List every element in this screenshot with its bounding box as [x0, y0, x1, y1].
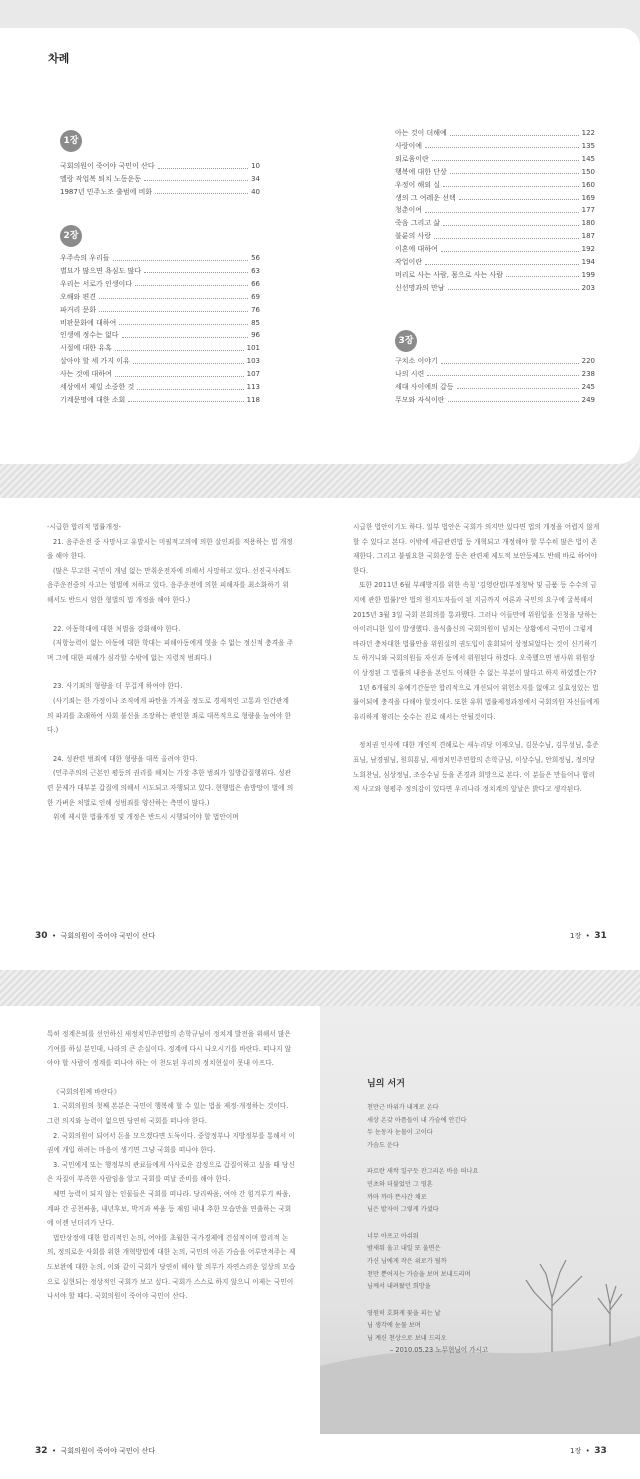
dot-leader: [113, 256, 249, 261]
paragraph: 2. 국회의원이 되어서 돈을 모으겠다면 도둑이다. 중앙정부나 지방정부를 통해서 이권에 개입 하려는 마음이 생기면 그냥 국회를 떠나야 한다.: [47, 1131, 295, 1155]
toc-entry[interactable]: [60, 291, 260, 303]
toc-entry-page: 66: [251, 279, 260, 288]
toc-entry-page: 135: [581, 141, 595, 150]
toc-entry[interactable]: [395, 230, 595, 242]
toc-entry-page: 103: [246, 357, 260, 366]
dot-leader: [99, 307, 248, 312]
dot-leader: [99, 294, 248, 299]
toc-entry-title: 행복에 대한 단상: [395, 167, 447, 176]
toc-entry[interactable]: [60, 342, 260, 354]
poem-line: 님께서 내려왔던 희망을: [367, 1283, 431, 1291]
page-30-body: [47, 520, 295, 825]
toc-entry-page: 177: [581, 206, 595, 215]
dot-leader: [119, 320, 248, 325]
paragraph: (민주주의의 근본인 평등의 권리를 해치는 가장 추한 범죄가 일방갑질행위다. 성관련 문제가 대부분 갑질에 의해서 시도되고 자행되고 있다. 현행법은 솜방망이 벌에 의한 가벼운 처벌로 인해 성범죄를 양산하는 측면이 많다.): [47, 769, 294, 807]
dot-leader: [122, 333, 249, 338]
poem-stanza: [367, 1166, 478, 1216]
poem-stanza: [367, 1308, 447, 1346]
toc-entry[interactable]: [395, 282, 595, 294]
paragraph: 시급한 법안이기도 하다. 일부 법안은 국회가 의지만 있다면 법의 개정을 어렵지 않게 할 수 있다고 본다. 이밖에 세금관련법 등 개혁되고 개정해야 할 무수히 많은 법이 존재한다. 그리고 불필요한 국회운영 등은 관련제 제도적 보안등제도 반해 바로 하여야한다.: [353, 523, 600, 575]
toc-entry[interactable]: [395, 394, 595, 406]
toc-entry-title: 세대 사이에의 갈등: [395, 382, 454, 391]
toc-entry-page: 56: [251, 254, 260, 262]
toc-title: 차례: [48, 52, 70, 65]
paragraph: (많은 무고한 국민이 개념 없는 만취운전자에 의해서 사망하고 있다. 선진국사례도 음주운전중의 사고는 엄벌에 처하고 있다. 음주운전에 의한 피해자를 최소화하기 위해서도 반드시 엄한 형벌의 법 개정을 해야 한다.): [47, 566, 292, 604]
toc-entry-page: 180: [581, 219, 595, 228]
dot-leader: [441, 247, 579, 252]
toc-entry-page: 187: [581, 232, 595, 241]
poem-line: 너무 아프고 아쉬워: [367, 1232, 419, 1240]
toc-entry-page: 40: [251, 187, 260, 196]
toc-entry[interactable]: [395, 153, 595, 165]
toc-entry[interactable]: [395, 243, 595, 255]
toc-entry-page: 169: [581, 193, 595, 202]
toc-entry[interactable]: [60, 160, 260, 172]
poem-line: 두 눈동자 눈물이 고이다: [367, 1129, 433, 1137]
dot-leader: [459, 195, 579, 200]
toc-entry-page: 238: [581, 369, 595, 378]
page-31-folio: 1장 • 31: [570, 931, 607, 941]
poem-line: 님은 밭자이 그렇게 가셨다: [367, 1206, 439, 1214]
toc-entry-title: 사랑이예: [395, 141, 423, 150]
poem-line: 님 계신 천상으로 보내 드리오: [367, 1334, 447, 1342]
toc-top-strip: [0, 0, 640, 30]
poem-line: 천만 뿐어지는 가슴을 보며 보내드리며: [367, 1270, 471, 1278]
page-separator: [0, 970, 640, 1006]
toc-entry-title: 우주속의 우리들: [60, 254, 110, 262]
dot-leader: [144, 268, 248, 273]
toc-entry[interactable]: [60, 186, 260, 198]
toc-entry[interactable]: [60, 317, 260, 329]
paragraph: 《국회의원께 바란다》: [53, 1087, 121, 1096]
toc-entry[interactable]: [395, 217, 595, 229]
toc-entry[interactable]: [60, 265, 260, 277]
toc-entry-title: 이혼에 대하여: [395, 245, 438, 254]
toc-entry-title: 신선명과의 만남: [395, 283, 445, 292]
toc-entry[interactable]: [395, 269, 595, 281]
dot-leader: [450, 169, 579, 174]
toc-entry-title: 작업이란: [395, 258, 423, 266]
paragraph: (사기죄는 한 가정이나 조직에게 파탄을 가져올 정도로 경제적인 고통과 인간관계의 파괴를 초래하여 사회 불신을 조장하는 관인한 죄로 대폭적으로 형량을 높여야 한다.): [47, 696, 292, 735]
page-number: 33: [594, 1446, 607, 1456]
toc-entry-page: 199: [581, 270, 595, 279]
dot-leader: [457, 384, 579, 389]
toc-entry[interactable]: [60, 368, 260, 380]
poem-signature: – 2010.05.23 노무현님이 가시고: [390, 1346, 489, 1354]
paragraph: 21. 음주운전 중 사망사고 유발시는 미필적고의에 의한 살인죄를 적용하는 법 개정을 해야 한다.: [47, 537, 293, 561]
toc-entry-title: 멜랑 작업복 퇴치 노동운동: [60, 174, 142, 183]
toc-entry-title: 비판문화에 대하여: [60, 318, 117, 327]
toc-entry-title: 외로움이란: [395, 154, 429, 163]
toc-entry-page: 34: [251, 174, 260, 183]
dot-leader: [425, 260, 579, 265]
page-number: 30: [35, 931, 48, 941]
toc-entry[interactable]: [60, 304, 260, 316]
toc-entry-page: 69: [251, 292, 260, 301]
toc-entry-page: 63: [251, 266, 260, 275]
running-head: 1장: [570, 932, 582, 940]
toc-entry-title: 생의 그 여레운 선택: [395, 193, 456, 202]
poem-background-image: [320, 1006, 640, 1434]
dot-leader: [133, 359, 244, 364]
toc-entry-title: 우정이 해외 실: [395, 180, 441, 189]
toc-entry-page: 160: [581, 180, 595, 189]
dot-leader: [441, 359, 579, 364]
toc-entry-page: 203: [581, 283, 595, 292]
paragraph: 3. 국민에게 또는 행정부의 관료들에게 사사로운 감정으로 갑질이하고 싶을 때 당신은 자질이 부족한 사람임을 알고 국회를 떠날 준비를 해야 한다.: [47, 1160, 295, 1184]
running-head: 1장: [570, 1447, 582, 1455]
chapter-badge: 1장: [60, 130, 82, 152]
poem-stanza: [367, 1231, 471, 1294]
paragraph-gap: [47, 608, 295, 622]
dot-leader: [443, 182, 579, 187]
toc-entry[interactable]: [60, 252, 260, 264]
page-number: 31: [594, 931, 607, 941]
toc-entry-title: 인생에 정수는 없다: [60, 331, 119, 340]
toc-entry[interactable]: [60, 355, 260, 367]
toc-entry[interactable]: [395, 179, 595, 191]
toc-entry-title: 우리는 서로가 인생이다: [60, 279, 133, 288]
toc-entry[interactable]: [395, 166, 595, 178]
poem-line: 천만근 바위가 내게로 온다: [367, 1104, 439, 1111]
toc-entry-page: 85: [251, 318, 260, 327]
dot-leader: [115, 346, 244, 351]
dot-leader: [135, 281, 248, 286]
poem-line: 까마 까마 뜬사간 채로: [367, 1193, 427, 1201]
running-head: 국회의원이 죽어야 국민이 산다: [60, 1447, 156, 1455]
page-number: 32: [35, 1446, 48, 1456]
toc-entry[interactable]: [395, 355, 595, 367]
paragraph: 23. 사기죄의 형량을 더 무겁게 하여야 한다.: [53, 682, 183, 691]
toc-entry[interactable]: [60, 278, 260, 290]
chapter-badge: 2장: [60, 225, 82, 247]
paragraph: 법안상정에 대한 합리적인 논의, 여야를 초월한 국가경제에 건설적이며 합리적 논의, 정의로운 사회를 위한 개혁방법에 대한 논의, 국민의 아픈 가슴을 어루만져주는 제도보완에 대한 논의, 이와 같이 국회가 당연히 해야 할 의무가 자연스러운 일상의 모습으로 실현되는 정상적인 국회가 보고 싶다. 국회가 스스로 하지 않으니 이제는 국민이 나서야 할 때다. 국회의원이 죽어야 국민이 산다.: [47, 1233, 296, 1301]
dot-leader: [425, 143, 579, 148]
toc-entry-title: 불륜의 사랑: [395, 232, 432, 241]
toc-entry[interactable]: [395, 368, 595, 380]
toc-entry-page: 113: [246, 383, 260, 391]
dot-leader: [450, 131, 579, 136]
dot-leader: [155, 189, 248, 194]
toc-entry-page: 192: [581, 245, 595, 254]
toc-entry-title: 구치소 이야기: [395, 357, 438, 365]
toc-entry-page: 245: [581, 382, 595, 391]
paragraph: (저항능력이 없는 아동에 대한 학대는 피해아동에게 엿을 수 없는 정신적 충격을 주며 그에 대한 피해가 심각할 수밖에 없는 지령적 범죄다.): [47, 639, 294, 662]
paragraph: 1. 국회의원의 첫째 본분은 국민이 행복해 할 수 있는 법을 제정·개정하는 것이다. 그런 의지와 능력이 없으면 당연히 국회를 떠나야 한다.: [47, 1102, 289, 1125]
paragraph-gap: [353, 724, 601, 738]
toc-entry-page: 118: [246, 395, 260, 404]
toc-entry-page: 220: [581, 357, 595, 365]
toc-entry-title: 국회의원이 죽어야 국민이 산다: [60, 162, 155, 170]
paragraph-gap: [47, 1071, 297, 1085]
toc-entry-page: 145: [581, 154, 595, 163]
paragraph: 특히 정계은퇴를 선언하신 새정치민주연합의 손학규님이 정치계 발전을 위해서 많은 기여를 하실 분인데, 나라의 큰 손실이다. 정계에 다시 나오시기를 바란다. 떠나지 않아야 할 사람이 정계를 떠나야 하는 이 천도된 우리의 정치현실이 못내 아프다.: [47, 1030, 292, 1068]
running-head: 국회의원이 죽어야 국민이 산다: [60, 932, 156, 940]
dot-leader: [115, 372, 244, 377]
dot-leader: [432, 156, 579, 161]
paragraph: 또한 2011년 6월 부패방지를 위한 속칭 '김영란법(부정청탁 및 금품 등 수수의 금지에 관한 법률)'안 법의 원지도자들이 된 지금까지 여론과 국민의 요구에 굴복해서 2015년 3월 3일 국회 본회의를 통과했다. 그러나 이들만에 위원입을 신청을 당하는 아이러니한 일이 발생했다. 음식출신의 국회의원이 넘치는 상황에서 국민이 그렇게 바라던 충차대한 법률안을 위원실의 권도입이 훈회되어 상정되었다는 것이 신기하기도 하거니와 국회의원들 자신과 동에서 위원된다 하겠다. 오죽했으면 범사위 위원장이 상정된 그 법률의 내용을 본인도 이해한 수 없는 부분이 많다고 하지 하였겠는가?: [353, 581, 598, 677]
paragraph: 정치권 인사에 대한 개인적 견해로는 새누리당 이재오님, 김문수님, 김무성님, 홍준표님, 남경필님, 원희룡님, 새정치민주연합의 손학규님, 이상수님, 안희정님, 정의당 노회찬님, 심상정님, 조승수님 등을 존경과 희망으로 본다. 이 분들은 만들어나 합리적 사고와 형평주 정의감이 있다면 우리나라 정치계의 앞날은 밝다고 생각된다.: [353, 741, 599, 794]
paragraph: 체면 능력이 되지 않는 인물들은 국회를 떠나라. 당리싸움, 여야 간 힘겨루기 싸움, 계파 간 공천싸움, 내년후보, 박거과 싸움 등 재임 내내 추한 모습만을 연출하는 국회에 이젠 넌더리가 난다.: [47, 1189, 292, 1228]
poem-stanza: [367, 1102, 467, 1152]
toc-entry-title: 별묘가 많으면 욕심도 많다: [60, 266, 142, 275]
toc-entry-title: 파거리 문화: [60, 305, 97, 314]
toc-entry-title: 나의 시련: [395, 369, 425, 378]
dot-leader: [144, 176, 248, 181]
page-separator: [0, 464, 640, 498]
chapter-badge: 3장: [395, 330, 417, 352]
toc-entry-page: 194: [581, 258, 595, 266]
page-32-body: [47, 1027, 297, 1304]
toc-entry-title: 1987년 민주노조 출범에 비화: [60, 187, 153, 196]
toc-entry[interactable]: [395, 256, 595, 268]
paragraph-gap: [47, 665, 295, 679]
page-30-folio: 30 • 국회의원이 죽어야 국민이 산다: [35, 931, 156, 941]
dot-leader: [425, 208, 579, 213]
dot-leader: [443, 221, 579, 226]
toc-entry-page: 150: [581, 167, 595, 176]
poem-line: 가슴도 운다: [367, 1141, 399, 1149]
poem-line: 파르란 새싹 일구듯 잔그리온 바음 떠나요: [367, 1168, 479, 1176]
toc-entry-page: 101: [246, 344, 260, 353]
toc-entry-title: 머리로 사는 사람, 몸으로 사는 사람: [395, 270, 504, 279]
toc-entry-page: 249: [581, 395, 595, 404]
dot-leader: [137, 385, 243, 390]
dot-leader: [427, 371, 578, 376]
paragraph: -시급한 합리적 법률개정-: [47, 523, 122, 531]
paragraph: 위에 제시한 법률개정 및 개정은 반드시 시행되어야 할 법안이며: [53, 813, 239, 822]
poem-line: 영원히 호화게 꽃을 피는 날: [367, 1309, 441, 1317]
bare-tree-illustration: [320, 1006, 640, 1434]
dot-leader: [128, 397, 243, 402]
page-33-folio: 1장 • 33: [570, 1446, 607, 1456]
dot-leader: [506, 272, 579, 277]
toc-entry[interactable]: [60, 381, 260, 393]
dot-leader: [158, 164, 248, 169]
poem-line: 님 생각에 눈물 보며: [367, 1322, 421, 1330]
toc-entry-title: 무모와 자식이란: [395, 395, 445, 404]
toc-entry-page: 76: [251, 305, 260, 314]
page-32-folio: 32 • 국회의원이 죽어야 국민이 산다: [35, 1446, 156, 1456]
toc-entry-page: 10: [251, 162, 260, 170]
toc-entry-title: 사는 것에 대하여: [60, 370, 112, 379]
toc-entry[interactable]: [60, 394, 260, 406]
toc-entry[interactable]: [60, 329, 260, 341]
toc-entry[interactable]: [395, 192, 595, 204]
toc-entry-page: 107: [246, 370, 260, 379]
dot-leader: [434, 234, 579, 239]
toc-entry[interactable]: [395, 204, 595, 216]
poem-line: 밤새워 울고 내일 또 울면은: [367, 1245, 441, 1253]
toc-entry-title: 시절에 대한 유혹: [60, 344, 112, 353]
paragraph: 1년 6개월의 유예기간동안 합리적으로 개선되어 위헌소지를 없애고 실효성있는 법률이되에 충격을 다해야 할것이다. 또한 유휘 법률제정과정에서 국회의원 자신들에게 유리하게 왕리는 숫수는 진로 해서는 안될것이다.: [353, 683, 600, 721]
toc-entry-title: 세상에서 제일 소중한 것: [60, 383, 135, 391]
toc-entry[interactable]: [395, 127, 595, 139]
paragraph: 24. 성관련 범죄에 대한 형량을 대폭 올려야 한다.: [53, 754, 198, 763]
poem-title: 님의 서거: [367, 1079, 405, 1089]
toc-entry-page: 122: [581, 129, 595, 137]
page-31-body: [353, 520, 601, 797]
poem-line: 민초와 더불었던 그 영혼: [367, 1180, 433, 1188]
paragraph-gap: [47, 738, 295, 752]
toc-entry-title: 청춘이여: [395, 206, 423, 215]
paragraph: 22. 아동학대에 대한 처벌을 강화해야 한다.: [53, 624, 181, 633]
toc-entry-title: 살아야 할 세 가지 이유: [60, 357, 130, 366]
poem-line: 세상 온갖 아픔들이 내 가슴에 안긴다: [367, 1116, 467, 1124]
toc-entry-title: 오해와 편견: [60, 292, 97, 301]
toc-entry[interactable]: [60, 173, 260, 185]
dot-leader: [448, 285, 579, 290]
poem-line: 가신 님에게 작은 위로가 될까: [367, 1257, 447, 1265]
toc-entry-title: 기계문명에 대한 소회: [60, 395, 126, 404]
toc-entry-title: 아는 것이 더해예: [395, 129, 447, 137]
toc-entry-page: 96: [251, 331, 260, 340]
dot-leader: [448, 397, 579, 402]
toc-entry-title: 죽음 그리고 삶: [395, 219, 441, 228]
toc-entry[interactable]: [395, 381, 595, 393]
toc-entry[interactable]: [395, 140, 595, 152]
